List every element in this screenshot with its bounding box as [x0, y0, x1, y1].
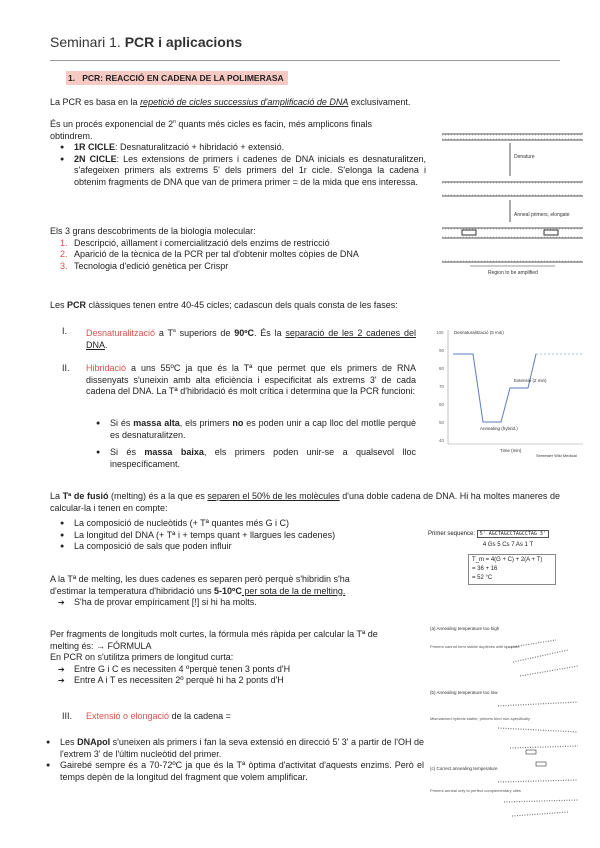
fig1-label: Anneal primers, elongate	[514, 212, 570, 218]
list-item: ● 1R CICLE: Desnaturalització + hibridació + extensió.	[50, 142, 426, 154]
fig2-label: Desnaturalització (5 min)	[454, 330, 504, 335]
y-tick: 50	[439, 420, 445, 425]
fig4-caption: Primers anneal only to perfect complementary sites	[430, 788, 521, 793]
list-item: ● Si és massa baixa, els primers poden unir-se a qualsevol lloc inespecíficament.	[86, 447, 416, 470]
fig4-label: (a) Annealing temperature too high	[430, 626, 500, 631]
phase1-text: Desnaturalització a $T^a$ superiors de 90ºC. És la separació de les 2 cadenes del DNA.	[86, 328, 416, 350]
y-tick: 100	[436, 330, 444, 335]
page-title: Seminari 1. PCR i aplicacions	[50, 34, 243, 50]
fig4-caption: Primers cannot form stable duplexes with template	[430, 644, 520, 649]
list-item: 3. Tecnologia d'edició genètica per Crispr	[60, 260, 229, 271]
phase3-text: Extensió o elongació de la cadena =	[86, 711, 231, 721]
fig1-label: Region to be amplified	[488, 270, 538, 276]
y-tick: 80	[439, 366, 445, 371]
list-item: ● La composició de nucleòtids (+ Tª quantes més G i C)	[50, 518, 410, 530]
phase2-list	[86, 418, 416, 470]
list-item: ● Les DNApol s'uneixen als primers i fan la seva extensió en direcció 5' 3' a partir de l'OH de l'extrem 3' de l'últim nucleòtid del primer.	[36, 737, 424, 760]
fig2-label: Extensió (2 min)	[514, 378, 547, 383]
phase2-num: II.	[62, 363, 70, 373]
fig2-label: Annealing (hybrid.)	[480, 426, 518, 431]
divider	[50, 60, 560, 61]
y-tick: 90	[439, 348, 445, 353]
phase2-text: Hibridació a uns 55ºC ja que és la Tª que permet que els primers de RNA dissenyats s'uneixin amb alta eficiència i especificitat als extrems 3' de cada cadena del DNA. La Tª d'hibridació és molt crítica i determina que la PCR funcioni:	[86, 363, 416, 396]
list-item: 2. Aparició de la tècnica de la PCR per tal d'obtenir moltes còpies de DNA	[60, 249, 359, 259]
list-item: ➔ Entre A i T es necessiten 2º perquè hi ha 2 ponts d'H	[50, 675, 430, 687]
list-item: ● Si és massa alta, els primers no es poden unir a cap lloc del motlle perquè es desnaturalitzen.	[86, 418, 416, 441]
section-heading: 1. PCR: REACCIÓ EN CADENA DE LA POLIMERASA	[66, 71, 288, 85]
fig2-xlabel: Time (min)	[500, 448, 522, 453]
list-item: ● La longitud del DNA (+ Tª i + temps quant + llargues les cadenes)	[50, 530, 410, 542]
phase1-num: I.	[62, 326, 68, 336]
fig4-caption: Mismatched hybrids stable; primers bind non-specifically	[430, 716, 531, 721]
intro-text: La PCR es basa en la repetició de cicles successius d'amplificació de DNA exclusivament.	[50, 97, 411, 107]
melting-text: La Tª de fusió (melting) és a la que es separen el 50% de les molècules d'una doble cadena de DNA. Hi ha moltes maneres de calcular-la i tenen en compte:	[50, 491, 560, 513]
list-item: ➔ S'ha de provar empíricament [!] si hi ha molts.	[50, 597, 430, 609]
y-tick: 70	[439, 384, 445, 389]
list-item: 1. Descripció, aïllament i comercialització dels enzims de restricció	[60, 237, 330, 248]
final-list	[36, 737, 424, 783]
fig1-label: Denature	[514, 154, 535, 160]
discoveries: Els 3 grans descobriments de la biologia molecular: 1. Descripció, aïllament i comercialització dels enzims de restricció 2. Aparició de la tècnica de la PCR per tal d'obtenir moltes còpies de DNA 3. Tecnologia d'edició genètica per Crispr	[50, 226, 430, 272]
annealing-figure	[428, 622, 588, 822]
list-item: ● 2N CICLE: Les extensions de primers i cadenes de DNA inicials es desnaturalitzen, s'afegeixen primers als extrems 5' dels primers del 1r cicle. S'elonga la cadena i obtenim fragments de DNA que van de primera primer = de la mida que ens interessa.	[50, 154, 426, 189]
fig3-label: Primer sequence: 5' AGCTAGCCTAGCCTAG 3'	[428, 530, 588, 539]
melting-list	[50, 518, 410, 553]
tm-formula-figure	[428, 530, 588, 585]
fig4-label: (c) Correct annealing temperature	[430, 766, 498, 771]
list-item: ● La composició de sals que poden influir	[50, 541, 410, 553]
list-item: ➔ Entre G i C es necessiten 4 ºperquè tenen 3 ponts d'H	[50, 664, 430, 676]
pcr-strands-figure	[440, 126, 585, 276]
fig3-counts: 4 Gs 5 Cs 7 As 1 T	[482, 542, 534, 548]
y-tick: 60	[439, 402, 445, 407]
y-tick: 40	[439, 438, 445, 443]
temperature-profile-figure	[428, 322, 588, 458]
melting2: A la Tª de melting, les dues cadenes es separen però perquè s'hibridin s'ha d'estimar la temperatura d'hibridació uns 5-10ºC per sota de la de melting. ➔ S'ha de provar empíricament [!] si hi ha molts.	[50, 574, 430, 609]
expo-text: És un procés exponencial de 2$^n$ quants més cicles es facin, més amplicons finals obtindrem.	[50, 119, 372, 141]
formula-text: Per fragments de longituds molt curtes, la fórmula més ràpida per calcular la Tª de melting és: → FÓRMULA En PCR on s'utilitza primers de longitud curta: ➔ Entre G i C es necessiten 4 ºperquè tenen 3 ponts d'H ➔ Entre A i T es necessiten 2º perquè hi ha 2 ponts d'H	[50, 629, 430, 687]
fig2-credit: Semester Wiki Medical	[536, 453, 577, 458]
cycles-list	[50, 142, 426, 188]
fig4-label: (b) Annealing temperature too low	[430, 690, 498, 695]
list-item: ● Gairebé sempre és a 70-72ºC ja que és la Tª òptima d'activitat d'aquests enzims. Però el temps depèn de la longitud del fragment que volem amplificar.	[36, 760, 424, 783]
fig3-box: T_m = 4(G + C) + 2(A + T) = 36 + 16 = 52 °C	[468, 554, 556, 585]
phases-intro: Les PCR clàssiques tenen entre 40-45 cicles; cadascun dels quals consta de les fases:	[50, 300, 398, 310]
phase3-num: III.	[62, 711, 73, 721]
